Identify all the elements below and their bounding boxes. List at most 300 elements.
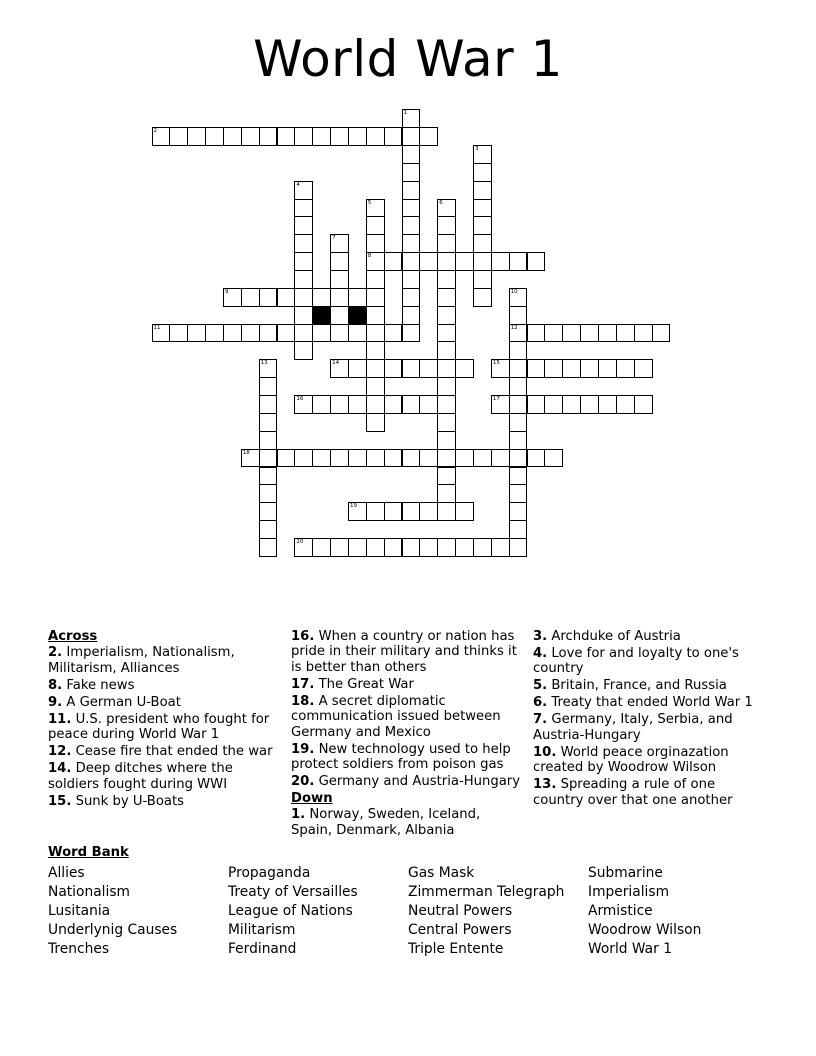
clue-number: 16	[296, 396, 304, 403]
crossword-cell[interactable]	[419, 395, 438, 414]
clue-number-label: 20.	[291, 774, 315, 790]
crossword-cell[interactable]	[294, 181, 313, 200]
crossword-cell[interactable]	[402, 324, 421, 343]
crossword-cell[interactable]	[544, 449, 563, 468]
crossword-cell[interactable]	[259, 502, 278, 521]
crossword-cell[interactable]	[259, 449, 278, 468]
crossword-cell[interactable]	[348, 502, 367, 521]
across-clue	[48, 794, 278, 809]
word-bank-column-2	[228, 864, 358, 959]
crossword-cell[interactable]	[455, 502, 474, 521]
clue-number-label: 11.	[48, 711, 72, 727]
word-bank-item: League of Nations	[228, 903, 353, 919]
clue-text: A secret diplomatic communication issued between Germany and Mexico	[291, 693, 501, 740]
crossword-cell[interactable]	[509, 306, 528, 325]
crossword-cell[interactable]	[402, 538, 421, 557]
crossword-cell[interactable]	[455, 538, 474, 557]
clue-number-label: 5.	[533, 678, 548, 694]
crossword-cell[interactable]	[366, 270, 385, 289]
crossword-cell[interactable]	[419, 252, 438, 271]
crossword-cell[interactable]	[312, 324, 331, 343]
clue-number: 15	[492, 360, 500, 367]
crossword-cell[interactable]	[294, 341, 313, 360]
crossword-cell[interactable]	[509, 359, 528, 378]
word-bank-column-4	[588, 864, 701, 959]
across-clue	[291, 629, 525, 675]
clue-number-label: 18.	[291, 693, 315, 709]
crossword-cell[interactable]	[259, 520, 278, 539]
clue-text: Treaty that ended World War 1	[547, 695, 753, 711]
crossword-cell[interactable]	[491, 538, 510, 557]
clue-number: 1	[403, 110, 408, 117]
crossword-cell[interactable]	[402, 127, 421, 146]
crossword-cell[interactable]	[348, 449, 367, 468]
crossword-cell[interactable]	[294, 127, 313, 146]
crossword-cell[interactable]	[598, 324, 617, 343]
clue-text: Britain, France, and Russia	[547, 678, 727, 694]
crossword-cell[interactable]	[152, 127, 171, 146]
crossword-cell[interactable]	[437, 377, 456, 396]
clue-number: 5	[367, 199, 372, 206]
word-bank-item: Armistice	[588, 903, 653, 919]
crossword-cell[interactable]	[294, 252, 313, 271]
crossword-cell[interactable]	[366, 288, 385, 307]
crossword-cell[interactable]	[205, 127, 224, 146]
crossword-cell[interactable]	[437, 359, 456, 378]
word-bank-item: Neutral Powers	[408, 903, 513, 919]
crossword-cell[interactable]	[241, 324, 260, 343]
crossword-cell[interactable]	[294, 199, 313, 218]
clue-number-label: 2.	[48, 645, 63, 661]
crossword-cell[interactable]	[294, 216, 313, 235]
crossword-cell[interactable]	[437, 467, 456, 486]
crossword-cell[interactable]	[330, 359, 349, 378]
across-clue	[48, 678, 278, 693]
crossword-cell[interactable]	[366, 395, 385, 414]
crossword-cell[interactable]	[473, 234, 492, 253]
crossword-cell[interactable]	[562, 324, 581, 343]
clue-number: 19	[349, 503, 357, 510]
crossword-cell[interactable]	[527, 324, 546, 343]
crossword-cell[interactable]	[294, 449, 313, 468]
clue-number: 14	[332, 360, 340, 367]
crossword-cell[interactable]	[402, 306, 421, 325]
crossword-cell[interactable]	[348, 359, 367, 378]
crossword-cell[interactable]	[348, 324, 367, 343]
crossword-cell[interactable]	[473, 449, 492, 468]
crossword-cell[interactable]	[509, 431, 528, 450]
word-bank-item: Triple Entente	[408, 941, 504, 957]
word-bank-item: Militarism	[228, 922, 296, 938]
crossword-cell[interactable]	[205, 324, 224, 343]
clue-number-label: 8.	[48, 677, 63, 693]
down-clue	[533, 745, 753, 776]
crossword-cell[interactable]	[187, 324, 206, 343]
crossword-cell[interactable]	[491, 359, 510, 378]
clue-text: Cease fire that ended the war	[71, 744, 273, 760]
crossword-cell[interactable]	[509, 413, 528, 432]
crossword-cell[interactable]	[509, 377, 528, 396]
crossword-cell[interactable]	[509, 395, 528, 414]
crossword-cell[interactable]	[366, 324, 385, 343]
crossword-cell[interactable]	[366, 199, 385, 218]
crossword-cell[interactable]	[437, 502, 456, 521]
clue-number-label: 14.	[48, 761, 72, 777]
clue-number-label: 1.	[291, 807, 306, 823]
crossword-cell[interactable]	[384, 359, 403, 378]
crossword-cell[interactable]	[634, 324, 653, 343]
crossword-cell[interactable]	[580, 395, 599, 414]
word-bank-item: Allies	[48, 865, 85, 881]
crossword-cell[interactable]	[330, 395, 349, 414]
crossword-cell[interactable]	[473, 181, 492, 200]
crossword-cell[interactable]	[509, 484, 528, 503]
word-bank-item: Ferdinand	[228, 941, 297, 957]
word-bank-item: Underlynig Causes	[48, 922, 178, 938]
crossword-cell[interactable]	[366, 359, 385, 378]
crossword-cell[interactable]	[294, 538, 313, 557]
word-bank-item: Central Powers	[408, 922, 512, 938]
crossword-cell[interactable]	[330, 449, 349, 468]
clue-text: The Great War	[314, 676, 414, 692]
crossword-cell[interactable]	[562, 359, 581, 378]
crossword-cell[interactable]	[544, 359, 563, 378]
crossword-cell[interactable]	[509, 520, 528, 539]
crossword-cell[interactable]	[384, 449, 403, 468]
crossword-cell[interactable]	[330, 306, 349, 325]
crossword-cell[interactable]	[366, 449, 385, 468]
crossword-cell[interactable]	[402, 199, 421, 218]
crossword-cell[interactable]	[527, 359, 546, 378]
crossword-cell[interactable]	[348, 395, 367, 414]
crossword-cell[interactable]	[384, 252, 403, 271]
crossword-cell[interactable]	[259, 377, 278, 396]
clue-number-label: 12.	[48, 744, 72, 760]
crossword-cell[interactable]	[437, 270, 456, 289]
crossword-cell[interactable]	[437, 324, 456, 343]
crossword-cell[interactable]	[580, 359, 599, 378]
crossword-cell[interactable]	[241, 449, 260, 468]
crossword-cell[interactable]	[330, 324, 349, 343]
crossword-cell[interactable]	[491, 252, 510, 271]
crossword-cell[interactable]	[348, 538, 367, 557]
down-clue	[533, 712, 753, 743]
crossword-cell[interactable]	[402, 395, 421, 414]
word-bank-item: Lusitania	[48, 903, 111, 919]
clue-number-label: 13.	[533, 777, 557, 793]
crossword-cell[interactable]	[419, 359, 438, 378]
crossword-cell[interactable]	[473, 270, 492, 289]
crossword-cell[interactable]	[598, 395, 617, 414]
crossword-cell[interactable]	[223, 324, 242, 343]
clue-text: Deep ditches where the soldiers fought during WWI	[48, 761, 233, 792]
across-clue	[48, 712, 278, 743]
crossword-cell[interactable]	[366, 252, 385, 271]
across-clue	[48, 761, 278, 792]
across-heading: Across	[48, 629, 98, 644]
clue-number: 11	[153, 324, 161, 331]
clue-number: 7	[332, 235, 336, 242]
clue-number-label: 15.	[48, 793, 72, 809]
crossword-cell[interactable]	[402, 163, 421, 182]
clue-number: 8	[367, 253, 372, 260]
crossword-cell[interactable]	[437, 538, 456, 557]
clue-text: Germany, Italy, Serbia, and Austria-Hungary	[533, 712, 733, 743]
crossword-cell[interactable]	[402, 234, 421, 253]
crossword-cell[interactable]	[330, 538, 349, 557]
crossword-cell[interactable]	[473, 199, 492, 218]
across-clue	[291, 677, 525, 692]
crossword-cell[interactable]	[259, 359, 278, 378]
word-bank-item: Imperialism	[588, 884, 670, 900]
across-clue	[291, 694, 525, 740]
crossword-cell[interactable]	[437, 234, 456, 253]
crossword-cell[interactable]	[419, 127, 438, 146]
crossword-cell[interactable]	[366, 341, 385, 360]
clue-text: Germany and Austria-Hungary	[314, 774, 521, 790]
crossword-cell[interactable]	[294, 306, 313, 325]
crossword-cell[interactable]	[491, 449, 510, 468]
crossword-cell[interactable]	[384, 395, 403, 414]
crossword-cell[interactable]	[241, 127, 260, 146]
crossword-cell[interactable]	[616, 395, 635, 414]
crossword-cell[interactable]	[634, 395, 653, 414]
crossword-cell[interactable]	[402, 270, 421, 289]
clue-text: When a country or nation has pride in their military and thinks it is better than others	[291, 629, 517, 675]
crossword-cell[interactable]	[544, 395, 563, 414]
crossword-cell[interactable]	[402, 288, 421, 307]
crossword-cell[interactable]	[348, 127, 367, 146]
across-clue	[48, 645, 278, 676]
crossword-cell[interactable]	[437, 449, 456, 468]
crossword-cell[interactable]	[509, 341, 528, 360]
crossword-cell[interactable]	[473, 163, 492, 182]
crossword-cell[interactable]	[294, 288, 313, 307]
crossword-cell[interactable]	[419, 502, 438, 521]
crossword-cell[interactable]	[241, 288, 260, 307]
crossword-cell[interactable]	[402, 252, 421, 271]
crossword-cell[interactable]	[509, 467, 528, 486]
crossword-cell[interactable]	[366, 216, 385, 235]
crossword-cell[interactable]	[312, 127, 331, 146]
crossword-cell[interactable]	[562, 395, 581, 414]
crossword-cell[interactable]	[437, 288, 456, 307]
clue-column-2	[291, 629, 525, 840]
clue-number: 2	[153, 128, 157, 135]
crossword-cell[interactable]	[277, 127, 296, 146]
crossword-cell[interactable]	[259, 538, 278, 557]
down-clue	[533, 646, 753, 677]
clue-number-label: 10.	[533, 744, 557, 760]
crossword-cell[interactable]	[169, 324, 188, 343]
crossword-cell[interactable]	[348, 288, 367, 307]
crossword-cell[interactable]	[259, 467, 278, 486]
clue-number-label: 3.	[533, 629, 548, 644]
word-bank-item: Gas Mask	[408, 865, 475, 881]
crossword-cell[interactable]	[152, 324, 171, 343]
clue-number-label: 7.	[533, 712, 548, 728]
crossword-cell[interactable]	[277, 449, 296, 468]
clue-text: New technology used to help protect soldiers from poison gas	[291, 741, 511, 773]
page-title: World War 1	[253, 30, 563, 88]
clue-number-label: 4.	[533, 646, 548, 661]
crossword-cell[interactable]	[294, 395, 313, 414]
crossword-cell[interactable]	[527, 449, 546, 468]
clue-number: 20	[296, 538, 304, 545]
crossword-block	[348, 306, 367, 325]
crossword-cell[interactable]	[437, 484, 456, 503]
crossword-cell[interactable]	[259, 288, 278, 307]
crossword-cell[interactable]	[294, 234, 313, 253]
crossword-cell[interactable]	[509, 324, 528, 343]
down-clue	[533, 695, 753, 710]
crossword-cell[interactable]	[259, 324, 278, 343]
crossword-cell[interactable]	[259, 413, 278, 432]
crossword-cell[interactable]	[259, 127, 278, 146]
crossword-cell[interactable]	[509, 502, 528, 521]
crossword-cell[interactable]	[491, 395, 510, 414]
crossword-cell[interactable]	[437, 413, 456, 432]
crossword-cell[interactable]	[223, 127, 242, 146]
crossword-cell[interactable]	[169, 127, 188, 146]
crossword-cell[interactable]	[312, 538, 331, 557]
crossword-cell[interactable]	[437, 216, 456, 235]
clue-number: 10	[510, 288, 518, 295]
crossword-cell[interactable]	[366, 306, 385, 325]
crossword-cell[interactable]	[366, 413, 385, 432]
crossword-cell[interactable]	[259, 431, 278, 450]
crossword-cell[interactable]	[402, 145, 421, 164]
crossword-cell[interactable]	[384, 127, 403, 146]
word-bank-item: Nationalism	[48, 884, 130, 900]
crossword-cell[interactable]	[580, 324, 599, 343]
clue-text: Love for and loyalty to one's country	[533, 646, 739, 677]
crossword-cell[interactable]	[402, 359, 421, 378]
crossword-cell[interactable]	[312, 395, 331, 414]
crossword-cell[interactable]	[330, 270, 349, 289]
clue-number: 18	[242, 449, 250, 456]
clue-text: Fake news	[62, 677, 135, 693]
crossword-cell[interactable]	[527, 252, 546, 271]
crossword-cell[interactable]	[366, 502, 385, 521]
word-bank-item: Zimmerman Telegraph	[408, 884, 565, 900]
word-bank-item: Propaganda	[228, 865, 311, 881]
clue-number-label: 9.	[48, 694, 63, 710]
clue-text: U.S. president who fought for peace during World War 1	[48, 711, 270, 743]
crossword-cell[interactable]	[509, 538, 528, 557]
crossword-cell[interactable]	[330, 288, 349, 307]
crossword-cell[interactable]	[259, 395, 278, 414]
clue-text: Imperialism, Nationalism, Militarism, Alliances	[48, 645, 235, 676]
crossword-cell[interactable]	[527, 395, 546, 414]
clue-text: Sunk by U-Boats	[71, 793, 185, 809]
clue-number: 3	[474, 146, 479, 153]
crossword-cell[interactable]	[366, 377, 385, 396]
word-bank-item: Treaty of Versailles	[228, 884, 358, 900]
crossword-cell[interactable]	[473, 145, 492, 164]
crossword-cell[interactable]	[330, 234, 349, 253]
across-clue	[48, 744, 278, 759]
crossword-cell[interactable]	[312, 449, 331, 468]
crossword-cell[interactable]	[402, 216, 421, 235]
crossword-cell[interactable]	[455, 359, 474, 378]
crossword-cell[interactable]	[384, 324, 403, 343]
crossword-cell[interactable]	[402, 449, 421, 468]
clue-text: World peace orginazation created by Woodrow Wilson	[533, 744, 729, 776]
down-clue	[291, 807, 525, 838]
crossword-cell[interactable]	[509, 288, 528, 307]
crossword-cell[interactable]	[277, 288, 296, 307]
crossword-cell[interactable]	[437, 252, 456, 271]
word-bank-item: Woodrow Wilson	[588, 922, 702, 938]
crossword-cell[interactable]	[402, 109, 421, 128]
crossword-cell[interactable]	[259, 484, 278, 503]
clue-number-label: 19.	[291, 741, 315, 757]
crossword-cell[interactable]	[473, 288, 492, 307]
crossword-cell[interactable]	[437, 395, 456, 414]
crossword-cell[interactable]	[437, 341, 456, 360]
crossword-cell[interactable]	[598, 359, 617, 378]
down-clue	[533, 678, 753, 693]
clue-number: 12	[510, 324, 518, 331]
clue-number: 9	[224, 288, 229, 295]
clue-column-3	[533, 629, 753, 810]
crossword-cell[interactable]	[402, 502, 421, 521]
crossword-cell[interactable]	[473, 252, 492, 271]
crossword-cell[interactable]	[277, 324, 296, 343]
clue-column-1	[48, 629, 278, 811]
down-clue	[533, 777, 753, 808]
crossword-cell[interactable]	[330, 252, 349, 271]
crossword-cell[interactable]	[419, 449, 438, 468]
word-bank-column-3	[408, 864, 564, 959]
crossword-cell[interactable]	[437, 306, 456, 325]
crossword-cell[interactable]	[366, 127, 385, 146]
crossword-cell[interactable]	[384, 538, 403, 557]
crossword-block	[312, 306, 331, 325]
crossword-cell[interactable]	[652, 324, 671, 343]
crossword-cell[interactable]	[455, 449, 474, 468]
crossword-cell[interactable]	[384, 502, 403, 521]
crossword-cell[interactable]	[294, 324, 313, 343]
crossword-cell[interactable]	[437, 199, 456, 218]
crossword-cell[interactable]	[312, 288, 331, 307]
crossword-cell[interactable]	[616, 359, 635, 378]
crossword-cell[interactable]	[294, 270, 313, 289]
clue-number: 17	[492, 396, 500, 403]
crossword-cell[interactable]	[509, 449, 528, 468]
crossword-cell[interactable]	[402, 181, 421, 200]
clue-number: 4	[296, 181, 300, 188]
clue-text: A German U-Boat	[62, 694, 181, 710]
clue-number-label: 6.	[533, 695, 548, 711]
crossword-cell[interactable]	[473, 216, 492, 235]
crossword-cell[interactable]	[330, 127, 349, 146]
crossword-cell[interactable]	[509, 252, 528, 271]
crossword-cell[interactable]	[187, 127, 206, 146]
crossword-cell[interactable]	[634, 359, 653, 378]
crossword-cell[interactable]	[437, 431, 456, 450]
crossword-cell[interactable]	[366, 538, 385, 557]
crossword-cell[interactable]	[455, 252, 474, 271]
crossword-cell[interactable]	[223, 288, 242, 307]
crossword-cell[interactable]	[419, 538, 438, 557]
crossword-cell[interactable]	[366, 234, 385, 253]
crossword-cell[interactable]	[544, 324, 563, 343]
crossword-cell[interactable]	[616, 324, 635, 343]
crossword-cell[interactable]	[473, 538, 492, 557]
word-bank-item: World War 1	[588, 941, 672, 957]
